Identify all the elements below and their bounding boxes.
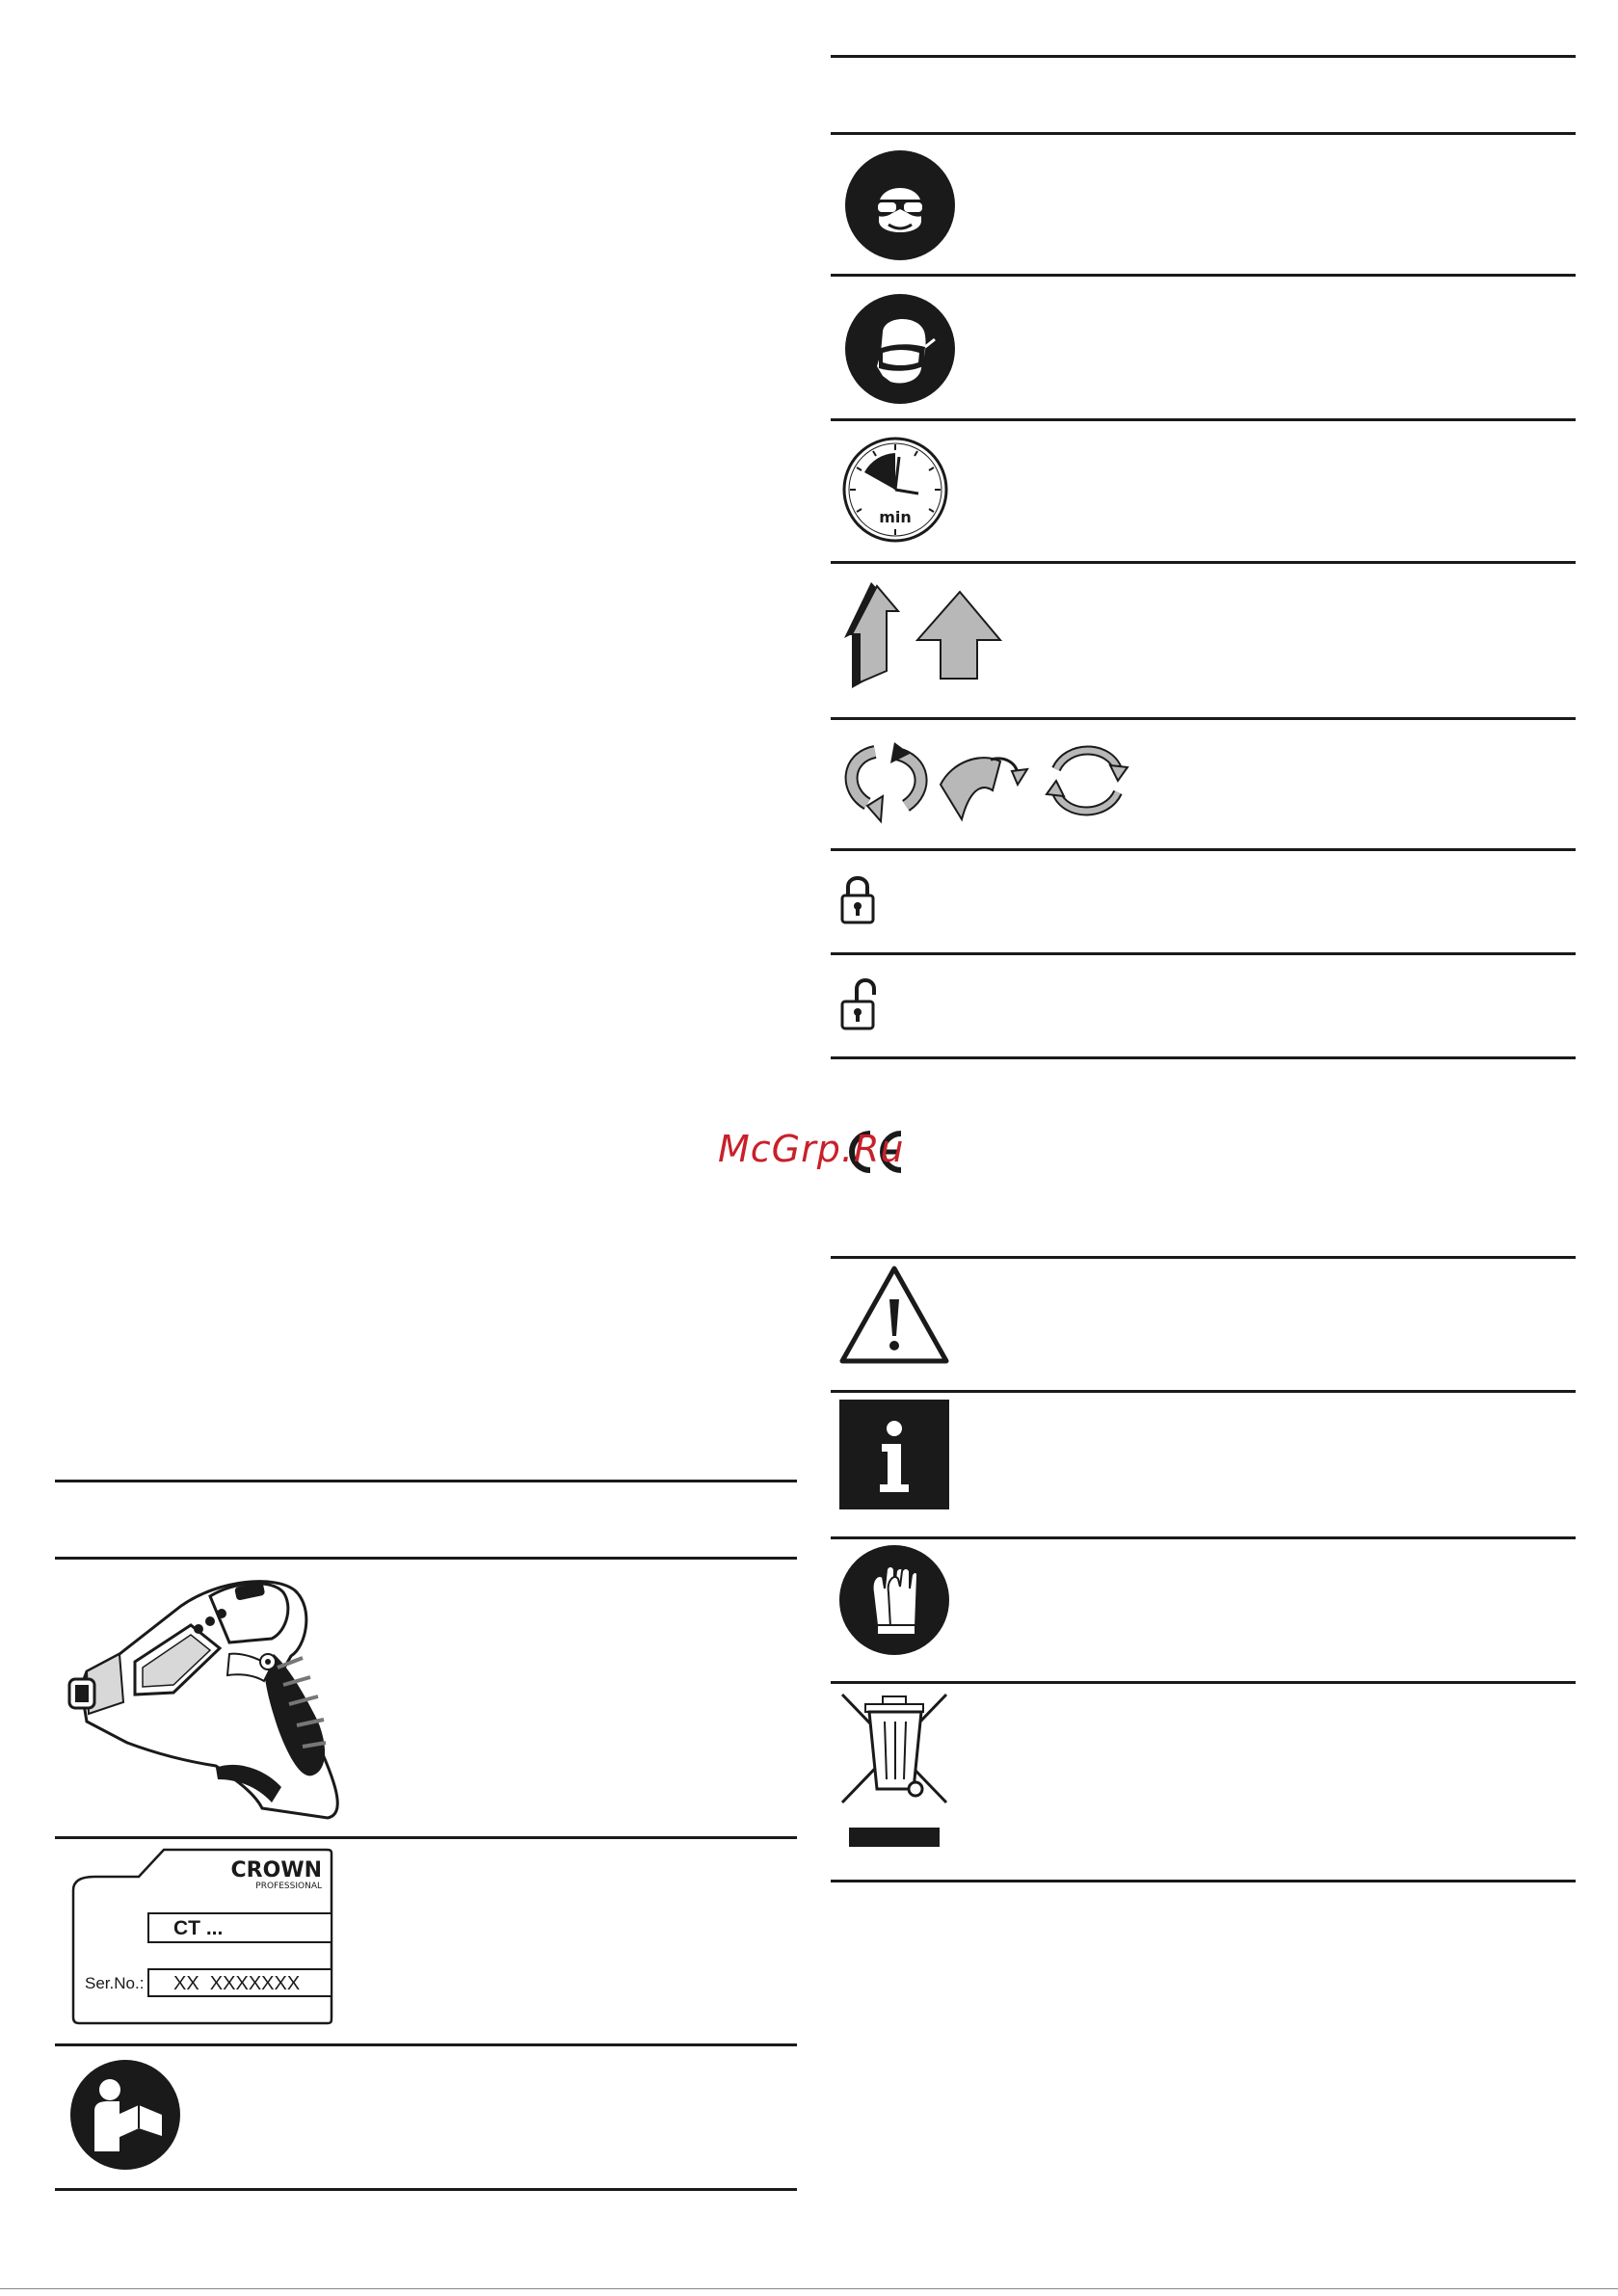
warning-triangle-icon [838,1265,950,1365]
rule-r5 [831,717,1576,720]
watermark-text: McGrp.Ru [718,1128,905,1170]
respirator-icon [844,293,956,405]
rule-r7 [831,952,1576,955]
rotation-arrows-icon [836,733,1135,829]
read-manual-icon [69,2059,181,2171]
information-icon [839,1400,949,1509]
lock-closed-icon [839,871,876,925]
rule-r10 [831,1390,1576,1393]
nameplate-brand: CROWN [230,1858,322,1882]
rule-r4 [831,561,1576,564]
nameplate-model: CT ... [173,1917,224,1939]
rule-l0 [55,1480,797,1482]
rule-r13 [831,1880,1576,1882]
nameplate-brand-sub: PROFESSIONAL [255,1882,322,1891]
clock-min-text: min [879,508,912,526]
screwdriver-illustration [66,1562,355,1831]
rule-r2 [831,274,1576,277]
page-footer-line [0,2288,1618,2289]
rule-l3 [55,2043,797,2046]
rule-r9 [831,1256,1576,1259]
rule-r6 [831,848,1576,851]
eye-protection-icon [844,149,956,261]
direction-arrows-icon [838,576,1002,692]
weee-crossed-bin-icon [836,1689,952,1851]
rule-r11 [831,1536,1576,1539]
rule-r8 [831,1056,1576,1059]
rule-r3 [831,418,1576,421]
rule-r12 [831,1681,1576,1684]
clock-minutes-icon [841,436,949,544]
nameplate-serial-value: XX XXXXXXX [173,1973,301,1994]
nameplate-label [69,1848,333,2025]
nameplate-serial-label: Ser.No.: [85,1974,145,1992]
rule-r0 [831,55,1576,58]
rule-r1 [831,132,1576,135]
rule-l2 [55,1836,797,1839]
rule-l1 [55,1557,797,1560]
gloves-icon [838,1544,950,1656]
rule-l4 [55,2188,797,2191]
lock-open-icon [839,975,876,1031]
